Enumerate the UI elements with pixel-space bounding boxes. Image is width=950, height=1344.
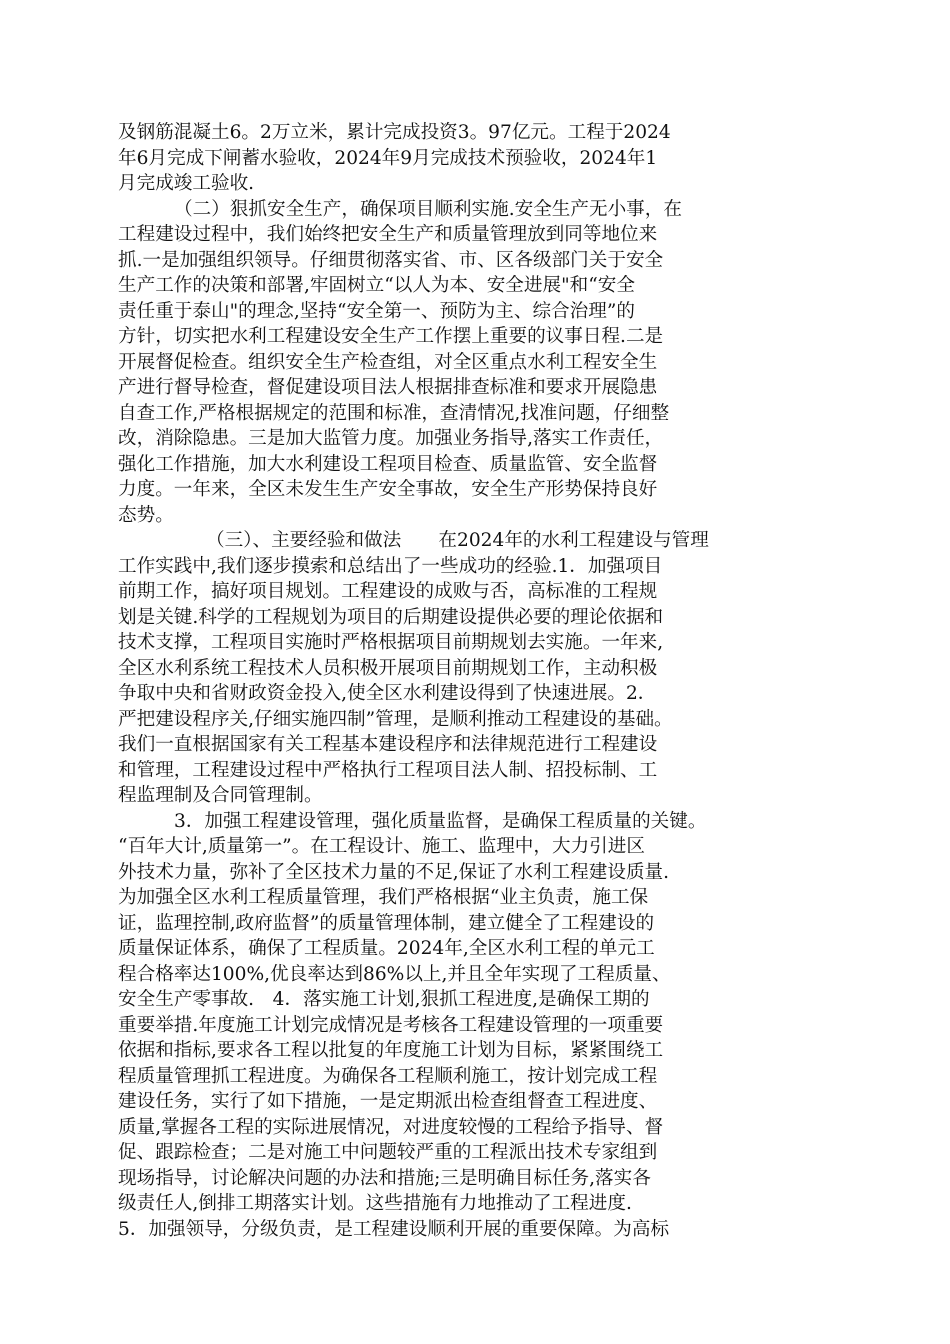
text-line: 建设任务，实行了如下措施，一是定期派出检查组督查工程进度、 [118, 1091, 658, 1112]
text-line: 程合格率达100%,优良率达到86%以上,并且全年实现了工程质量、 [118, 963, 671, 985]
text-line: 技术支撑，工程项目实施时严格根据项目前期规划去实施。一年来, [118, 632, 664, 653]
text-line: 5．加强领导，分级负责，是工程建设顺利开展的重要保障。为高标 [118, 1218, 670, 1240]
text-line: 现场指导，讨论解决问题的办法和措施;三是明确目标任务,落实各 [118, 1167, 651, 1189]
text-line: 前期工作，搞好项目规划。工程建设的成败与否，高标准的工程规 [118, 581, 658, 602]
text-line: 工作实践中,我们逐步摸索和总结出了一些成功的经验.1．加强项目 [118, 555, 663, 577]
text-line: 促、跟踪检查；二是对施工中问题较严重的工程派出技术专家组到 [118, 1142, 658, 1163]
section-heading-line: （二）狠抓安全生产，确保项目顺利实施.安全生产无小事，在 [174, 198, 682, 220]
text-line: 态势。 [118, 504, 174, 526]
text-line: 方针，切实把水利工程建设安全生产工作摆上重要的议事日程.二是 [118, 326, 664, 347]
text-line: 产进行督导检查，督促建设项目法人根据排查标准和要求开展隐患 [118, 377, 658, 398]
text-line: 和管理，工程建设过程中严格执行工程项目法人制、招投标制、工 [118, 759, 658, 781]
text-line: 3．加强工程建设管理，强化质量监督，是确保工程质量的关键。 [174, 810, 707, 832]
body-text [118, 120, 838, 1242]
text-line: 年6月完成下闸蓄水验收，2024年9月完成技术预验收，2024年1 [118, 147, 658, 169]
text-line: 外技术力量，弥补了全区技术力量的不足,保证了水利工程建设质量. [118, 861, 670, 883]
text-line: 开展督促检查。组织安全生产检查组，对全区重点水利工程安全生 [118, 351, 658, 373]
text-line: 程质量管理抓工程进度。为确保各工程顺利施工，按计划完成工程 [118, 1065, 658, 1087]
text-line: 我们一直根据国家有关工程基本建设程序和法律规范进行工程建设 [118, 734, 658, 755]
text-line: 为加强全区水利工程质量管理，我们严格根据“业主负责，施工保 [118, 887, 649, 908]
text-line: 强化工作措施，加大水利建设工程项目检查、质量监管、安全监督 [118, 453, 658, 475]
text-line: 安全生产零事故. 4．落实施工计划,狠抓工程进度,是确保工期的 [118, 989, 650, 1010]
text-line: 月完成竣工验收. [118, 173, 255, 194]
text-line: 全区水利系统工程技术人员积极开展项目前期规划工作，主动积极 [118, 657, 658, 679]
text-line: 及钢筋混凝土6。2万立米，累计完成投资3。97亿元。工程于2024 [118, 122, 671, 143]
text-line: 抓.一是加强组织领导。仔细贯彻落实省、市、区各级部门关于安全 [118, 249, 664, 271]
text-line: 自查工作,严格根据规定的范围和标准，查清情况,找准问题，仔细整 [118, 402, 670, 424]
text-line: 程监理制及合同管理制。 [118, 785, 323, 806]
text-line: 质量,掌握各工程的实际进展情况，对进度较慢的工程给予指导、督 [118, 1116, 664, 1138]
text-line: 改，消除隐患。三是加大监管力度。加强业务指导,落实工作责任， [118, 428, 664, 449]
text-line: 划是关键.科学的工程规划为项目的后期建设提供必要的理论依据和 [118, 606, 664, 628]
text-line: 重要举措.年度施工计划完成情况是考核各工程建设管理的一项重要 [118, 1014, 664, 1036]
text-line: 责任重于泰山"的理念,坚持“安全第一、预防为主、综合治理”的 [118, 300, 635, 322]
text-line: “百年大计,质量第一”。在工程设计、施工、监理中，大力引进区 [118, 836, 645, 857]
text-line: 证，监理控制,政府监督”的质量管理体制，建立健全了工程建设的 [118, 912, 655, 934]
section-heading-line: （三）、主要经验和做法 在2024年的水利工程建设与管理 [206, 530, 709, 551]
text-line: 争取中央和省财政资金投入,使全区水利建设得到了快速进展。2． [118, 683, 657, 704]
text-line: 严把建设程序关,仔细实施四制”管理，是顺利推动工程建设的基础。 [118, 708, 673, 730]
text-line: 依据和指标,要求各工程以批复的年度施工计划为目标，紧紧围绕工 [118, 1040, 664, 1061]
text-line: 质量保证体系，确保了工程质量。2024年,全区水利工程的单元工 [118, 938, 655, 959]
text-line: 生产工作的决策和部署,牢固树立“以人为本、安全进展"和“安全 [118, 275, 635, 296]
text-line: 工程建设过程中，我们始终把安全生产和质量管理放到同等地位来 [118, 224, 658, 245]
text-line: 级责任人,倒排工期落实计划。这些措施有力地推动了工程进度. [118, 1193, 632, 1214]
text-line: 力度。一年来，全区未发生生产安全事故，安全生产形势保持良好 [118, 479, 658, 500]
